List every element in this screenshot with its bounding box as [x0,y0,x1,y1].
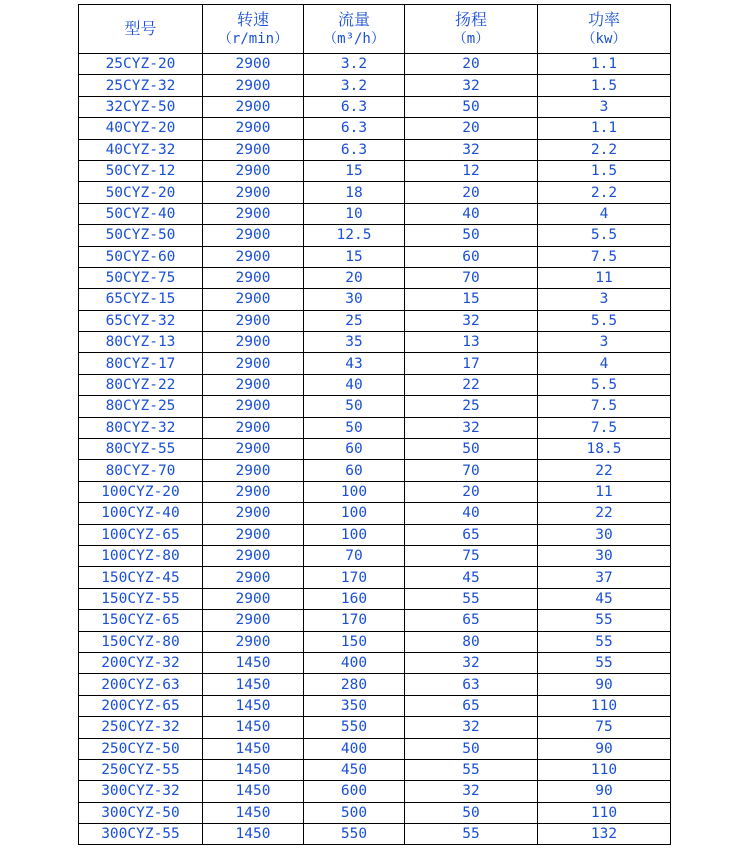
flow-cell: 43 [304,353,405,374]
flow-cell: 100 [304,481,405,502]
head-cell: 80 [405,631,538,652]
flow-cell: 450 [304,759,405,780]
head-cell: 40 [405,203,538,224]
model-cell: 150CYZ-45 [79,567,203,588]
table-row [79,439,671,460]
head-cell: 55 [405,588,538,609]
flow-cell: 3.2 [304,75,405,96]
flow-cell: 70 [304,545,405,566]
table-row [79,738,671,759]
power-cell: 22 [538,460,671,481]
speed-cell: 2900 [203,310,304,331]
flow-cell: 20 [304,267,405,288]
table-row [79,353,671,374]
model-cell: 80CYZ-70 [79,460,203,481]
table-row [79,759,671,780]
power-cell: 90 [538,674,671,695]
power-cell: 30 [538,524,671,545]
table-row [79,631,671,652]
table-row [79,802,671,823]
model-cell: 80CYZ-55 [79,439,203,460]
table-row [79,139,671,160]
table-row [79,503,671,524]
table-row [79,567,671,588]
model-cell: 80CYZ-13 [79,332,203,353]
power-cell: 11 [538,481,671,502]
power-cell: 3 [538,96,671,117]
model-cell: 250CYZ-50 [79,738,203,759]
table-row [79,652,671,673]
speed-cell: 2900 [203,332,304,353]
flow-cell: 280 [304,674,405,695]
model-cell: 32CYZ-50 [79,96,203,117]
flow-cell: 400 [304,738,405,759]
power-cell: 55 [538,652,671,673]
model-cell: 100CYZ-80 [79,545,203,566]
speed-cell: 2900 [203,139,304,160]
power-cell: 55 [538,631,671,652]
power-cell: 2.2 [538,182,671,203]
table-row [79,374,671,395]
model-cell: 150CYZ-55 [79,588,203,609]
model-cell: 300CYZ-50 [79,802,203,823]
table-row [79,781,671,802]
header-flow-unit: （m³/h） [323,31,385,47]
model-cell: 50CYZ-60 [79,246,203,267]
model-cell: 250CYZ-55 [79,759,203,780]
flow-cell: 100 [304,503,405,524]
speed-cell: 1450 [203,695,304,716]
flow-cell: 15 [304,160,405,181]
model-cell: 65CYZ-15 [79,289,203,310]
header-speed-unit: （r/min） [217,31,289,47]
speed-cell: 1450 [203,652,304,673]
model-cell: 100CYZ-20 [79,481,203,502]
table-row [79,310,671,331]
flow-cell: 50 [304,396,405,417]
head-cell: 63 [405,674,538,695]
flow-cell: 60 [304,439,405,460]
flow-cell: 550 [304,717,405,738]
flow-cell: 50 [304,417,405,438]
head-cell: 50 [405,96,538,117]
speed-cell: 1450 [203,759,304,780]
speed-cell: 2900 [203,460,304,481]
speed-cell: 2900 [203,246,304,267]
table-row [79,182,671,203]
speed-cell: 2900 [203,417,304,438]
table-row [79,481,671,502]
flow-cell: 6.3 [304,96,405,117]
header-flow [304,5,405,54]
speed-cell: 2900 [203,545,304,566]
table-row [79,717,671,738]
flow-cell: 400 [304,652,405,673]
head-cell: 32 [405,75,538,96]
table-row [79,610,671,631]
speed-cell: 2900 [203,182,304,203]
header-power [538,5,671,54]
head-cell: 22 [405,374,538,395]
power-cell: 5.5 [538,374,671,395]
header-row [79,5,671,54]
flow-cell: 100 [304,524,405,545]
speed-cell: 2900 [203,267,304,288]
table-body [79,54,671,845]
head-cell: 20 [405,481,538,502]
pump-spec-table [78,4,671,845]
table-header [79,5,671,54]
model-cell: 25CYZ-20 [79,54,203,75]
power-cell: 1.1 [538,118,671,139]
head-cell: 75 [405,545,538,566]
model-cell: 300CYZ-55 [79,824,203,845]
power-cell: 2.2 [538,139,671,160]
power-cell: 4 [538,353,671,374]
model-cell: 200CYZ-65 [79,695,203,716]
flow-cell: 35 [304,332,405,353]
flow-cell: 6.3 [304,139,405,160]
power-cell: 132 [538,824,671,845]
header-speed [203,5,304,54]
model-cell: 50CYZ-40 [79,203,203,224]
table-row [79,160,671,181]
power-cell: 3 [538,289,671,310]
head-cell: 32 [405,717,538,738]
power-cell: 5.5 [538,225,671,246]
power-cell: 1.5 [538,75,671,96]
header-power-label: 功率 [587,10,620,29]
model-cell: 200CYZ-63 [79,674,203,695]
flow-cell: 12.5 [304,225,405,246]
speed-cell: 2900 [203,396,304,417]
flow-cell: 350 [304,695,405,716]
model-cell: 25CYZ-32 [79,75,203,96]
speed-cell: 2900 [203,481,304,502]
speed-cell: 2900 [203,524,304,545]
head-cell: 70 [405,267,538,288]
flow-cell: 18 [304,182,405,203]
table-row [79,267,671,288]
head-cell: 20 [405,118,538,139]
speed-cell: 2900 [203,160,304,181]
power-cell: 55 [538,610,671,631]
power-cell: 7.5 [538,396,671,417]
header-model-label: 型号 [124,19,157,38]
table-row [79,695,671,716]
speed-cell: 1450 [203,802,304,823]
header-speed-label: 转速 [236,10,269,29]
table-row [79,96,671,117]
flow-cell: 160 [304,588,405,609]
head-cell: 45 [405,567,538,588]
flow-cell: 30 [304,289,405,310]
table-row [79,396,671,417]
speed-cell: 2900 [203,610,304,631]
power-cell: 22 [538,503,671,524]
head-cell: 15 [405,289,538,310]
header-head [405,5,538,54]
model-cell: 40CYZ-32 [79,139,203,160]
power-cell: 37 [538,567,671,588]
head-cell: 40 [405,503,538,524]
power-cell: 110 [538,759,671,780]
table-row [79,75,671,96]
flow-cell: 500 [304,802,405,823]
head-cell: 50 [405,225,538,246]
speed-cell: 2900 [203,203,304,224]
speed-cell: 2900 [203,631,304,652]
power-cell: 110 [538,802,671,823]
table-row [79,417,671,438]
speed-cell: 1450 [203,824,304,845]
table-row [79,118,671,139]
head-cell: 20 [405,182,538,203]
power-cell: 110 [538,695,671,716]
speed-cell: 2900 [203,567,304,588]
power-cell: 90 [538,781,671,802]
head-cell: 13 [405,332,538,353]
table-row [79,524,671,545]
model-cell: 80CYZ-22 [79,374,203,395]
power-cell: 7.5 [538,417,671,438]
power-cell: 18.5 [538,439,671,460]
flow-cell: 25 [304,310,405,331]
flow-cell: 550 [304,824,405,845]
model-cell: 80CYZ-17 [79,353,203,374]
header-model [79,5,203,54]
model-cell: 50CYZ-12 [79,160,203,181]
table-row [79,289,671,310]
speed-cell: 2900 [203,225,304,246]
head-cell: 65 [405,524,538,545]
head-cell: 70 [405,460,538,481]
power-cell: 11 [538,267,671,288]
table-row [79,460,671,481]
power-cell: 1.5 [538,160,671,181]
table-row [79,246,671,267]
head-cell: 12 [405,160,538,181]
speed-cell: 2900 [203,374,304,395]
head-cell: 50 [405,439,538,460]
power-cell: 7.5 [538,246,671,267]
power-cell: 75 [538,717,671,738]
model-cell: 80CYZ-32 [79,417,203,438]
head-cell: 32 [405,139,538,160]
head-cell: 55 [405,824,538,845]
head-cell: 60 [405,246,538,267]
table-row [79,332,671,353]
model-cell: 80CYZ-25 [79,396,203,417]
header-power-unit: （kw） [581,31,627,47]
model-cell: 100CYZ-65 [79,524,203,545]
model-cell: 50CYZ-75 [79,267,203,288]
model-cell: 250CYZ-32 [79,717,203,738]
flow-cell: 170 [304,567,405,588]
model-cell: 50CYZ-50 [79,225,203,246]
model-cell: 40CYZ-20 [79,118,203,139]
speed-cell: 2900 [203,353,304,374]
speed-cell: 2900 [203,118,304,139]
flow-cell: 10 [304,203,405,224]
power-cell: 3 [538,332,671,353]
model-cell: 200CYZ-32 [79,652,203,673]
power-cell: 1.1 [538,54,671,75]
power-cell: 30 [538,545,671,566]
table-row [79,545,671,566]
model-cell: 50CYZ-20 [79,182,203,203]
head-cell: 50 [405,802,538,823]
flow-cell: 6.3 [304,118,405,139]
flow-cell: 40 [304,374,405,395]
speed-cell: 1450 [203,674,304,695]
power-cell: 4 [538,203,671,224]
flow-cell: 600 [304,781,405,802]
speed-cell: 2900 [203,96,304,117]
speed-cell: 2900 [203,289,304,310]
head-cell: 32 [405,781,538,802]
head-cell: 20 [405,54,538,75]
header-head-label: 扬程 [454,10,487,29]
model-cell: 300CYZ-32 [79,781,203,802]
table-row [79,674,671,695]
speed-cell: 1450 [203,717,304,738]
table-row [79,588,671,609]
speed-cell: 2900 [203,439,304,460]
table-row [79,203,671,224]
flow-cell: 15 [304,246,405,267]
flow-cell: 3.2 [304,54,405,75]
model-cell: 150CYZ-65 [79,610,203,631]
table-row [79,824,671,845]
head-cell: 32 [405,417,538,438]
table-row [79,54,671,75]
head-cell: 55 [405,759,538,780]
speed-cell: 2900 [203,54,304,75]
header-flow-label: 流量 [337,10,370,29]
head-cell: 25 [405,396,538,417]
speed-cell: 2900 [203,588,304,609]
head-cell: 17 [405,353,538,374]
model-cell: 65CYZ-32 [79,310,203,331]
power-cell: 90 [538,738,671,759]
speed-cell: 2900 [203,503,304,524]
head-cell: 32 [405,310,538,331]
table-row [79,225,671,246]
power-cell: 5.5 [538,310,671,331]
head-cell: 32 [405,652,538,673]
flow-cell: 170 [304,610,405,631]
power-cell: 45 [538,588,671,609]
speed-cell: 1450 [203,781,304,802]
header-head-unit: （m） [452,31,490,47]
head-cell: 65 [405,610,538,631]
model-cell: 150CYZ-80 [79,631,203,652]
flow-cell: 60 [304,460,405,481]
speed-cell: 2900 [203,75,304,96]
flow-cell: 150 [304,631,405,652]
head-cell: 50 [405,738,538,759]
model-cell: 100CYZ-40 [79,503,203,524]
speed-cell: 1450 [203,738,304,759]
head-cell: 65 [405,695,538,716]
